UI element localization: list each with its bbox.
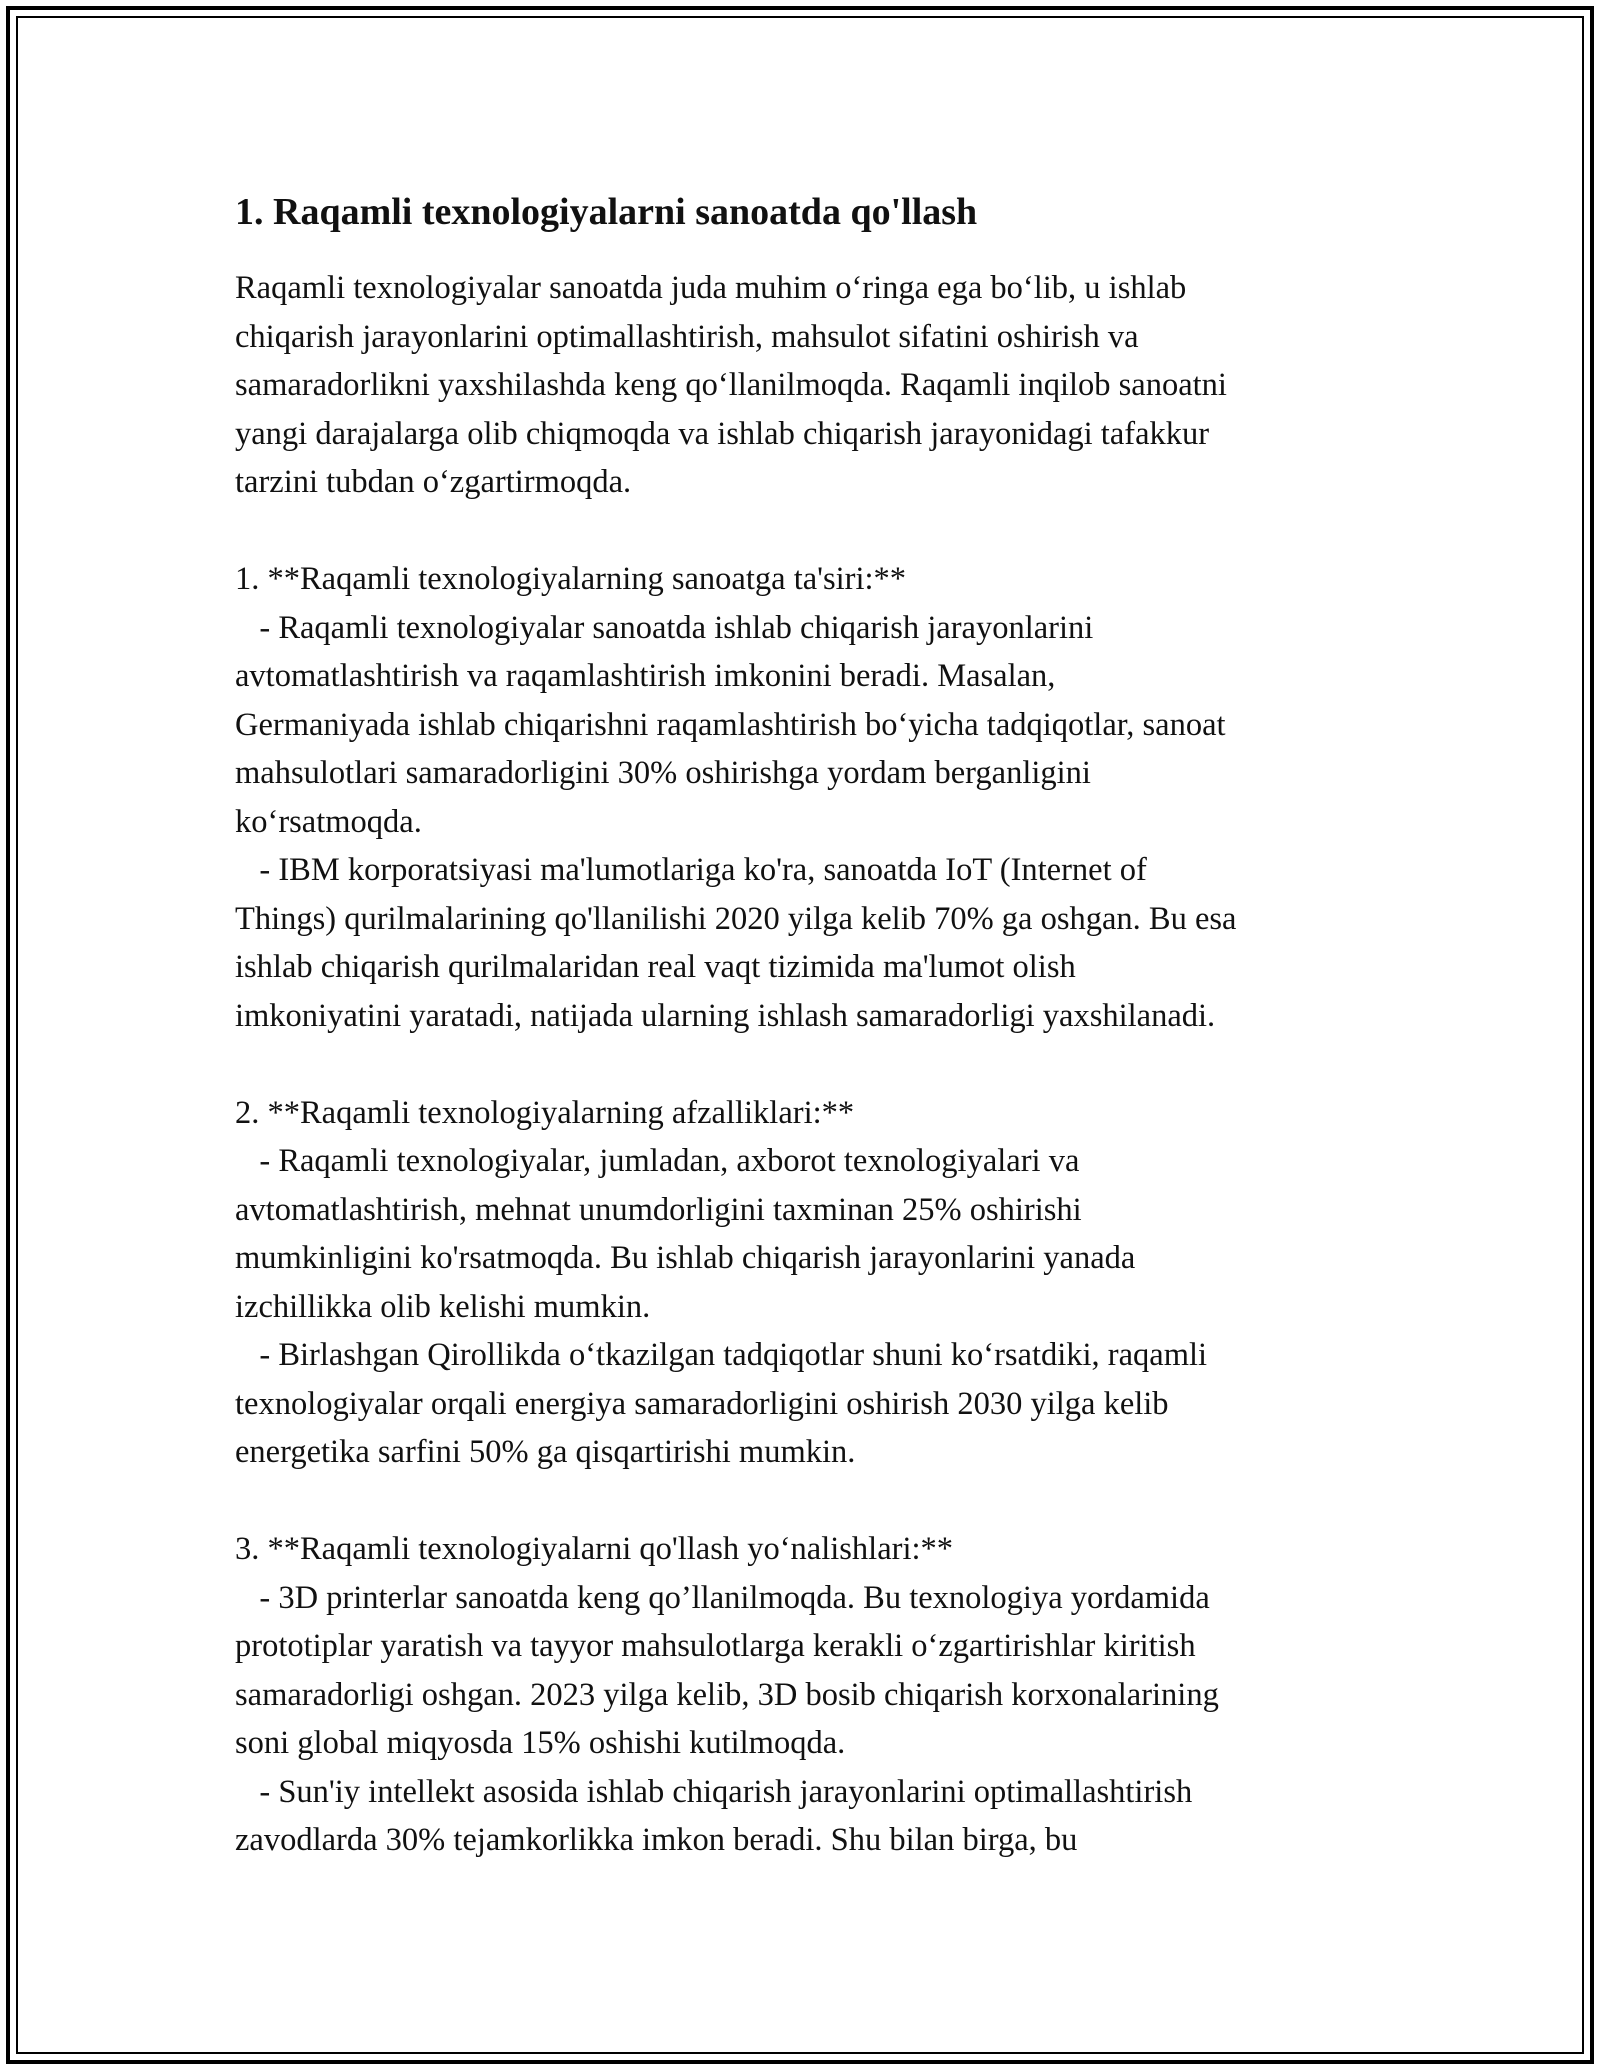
section-2 (235, 1089, 1405, 1477)
text-line: yangi darajalarga olib chiqmoqda va ishlab chiqarish jarayonidagi tafakkur (235, 415, 1210, 452)
text-line: chiqarish jarayonlarini optimallashtirish, mahsulot sifatini oshirish va (235, 318, 1139, 355)
section-title: 2. **Raqamli texnologiyalarning afzalliklari:** (235, 1094, 855, 1131)
text-line: - Birlashgan Qirollikda oʻtkazilgan tadqiqotlar shuni koʻrsatdiki, raqamli (235, 1337, 1208, 1373)
text-line: tarzini tubdan oʻzgartirmoqda. (235, 464, 632, 500)
intro-paragraph (235, 264, 1405, 507)
text-line: energetika sarfini 50% ga qisqartirishi mumkin. (235, 1434, 856, 1470)
section-3 (235, 1525, 1405, 1865)
text-line: - Raqamli texnologiyalar sanoatda ishlab chiqarish jarayonlarini (235, 609, 1094, 646)
text-line: - Raqamli texnologiyalar, jumladan, axborot texnologiyalari va (235, 1143, 1080, 1179)
section-1 (235, 555, 1405, 1040)
document-heading: 1. Raqamli texnologiyalarni sanoatda qo'llash (235, 191, 978, 233)
section-title: 3. **Raqamli texnologiyalarni qo'llash yoʻnalishlari:** (235, 1531, 954, 1567)
text-line: Raqamli texnologiyalar sanoatda juda muhim oʻringa ega boʻlib, u ishlab (235, 270, 1187, 306)
text-line: izchillikka olib kelishi mumkin. (235, 1288, 651, 1325)
text-line: samaradorligi oshgan. 2023 yilga kelib, 3D bosib chiqarish korxonalarining (235, 1676, 1219, 1713)
text-line: avtomatlashtirish va raqamlashtirish imkonini beradi. Masalan, (235, 658, 1056, 694)
text-line: prototiplar yaratish va tayyor mahsulotlarga kerakli oʻzgartirishlar kiritish (235, 1628, 1196, 1664)
text-line: - Sun'iy intellekt asosida ishlab chiqarish jarayonlarini optimallashtirish (235, 1773, 1193, 1810)
paragraph-spacer (235, 1477, 1405, 1526)
text-line: soni global miqyosda 15% oshishi kutilmoqda. (235, 1725, 846, 1761)
text-line: Things) qurilmalarining qo'llanilishi 2020 yilga kelib 70% ga oshgan. Bu esa (235, 900, 1237, 937)
text-line: samaradorlikni yaxshilashda keng qoʻllanilmoqda. Raqamli inqilob sanoatni (235, 367, 1227, 403)
paragraph-spacer (235, 507, 1405, 556)
text-line: mahsulotlari samaradorligini 30% oshirishga yordam berganligini (235, 755, 1091, 791)
text-line: avtomatlashtirish, mehnat unumdorligini taxminan 25% oshirishi (235, 1191, 1082, 1228)
text-line: ishlab chiqarish qurilmalaridan real vaqt tizimida ma'lumot olish (235, 949, 1076, 985)
text-line: - 3D printerlar sanoatda keng qo’llanilmoqda. Bu texnologiya yordamida (235, 1579, 1210, 1616)
text-line: - IBM korporatsiyasi ma'lumotlariga ko'ra, sanoatda IoT (Internet of (235, 852, 1147, 888)
text-line: zavodlarda 30% tejamkorlikka imkon beradi. Shu bilan birga, bu (235, 1822, 1078, 1858)
text-line: koʻrsatmoqda. (235, 803, 422, 840)
text-line: imkoniyatini yaratadi, natijada ularning ishlash samaradorligi yaxshilanadi. (235, 997, 1216, 1034)
section-title: 1. **Raqamli texnologiyalarning sanoatga ta'siri:** (235, 561, 907, 597)
document-body (235, 188, 1405, 1865)
text-line: Germaniyada ishlab chiqarishni raqamlashtirish boʻyicha tadqiqotlar, sanoat (235, 706, 1226, 743)
paragraph-spacer (235, 1040, 1405, 1089)
text-line: mumkinligini ko'rsatmoqda. Bu ishlab chiqarish jarayonlarini yanada (235, 1240, 1136, 1276)
text-line: texnologiyalar orqali energiya samaradorligini oshirish 2030 yilga kelib (235, 1385, 1169, 1422)
